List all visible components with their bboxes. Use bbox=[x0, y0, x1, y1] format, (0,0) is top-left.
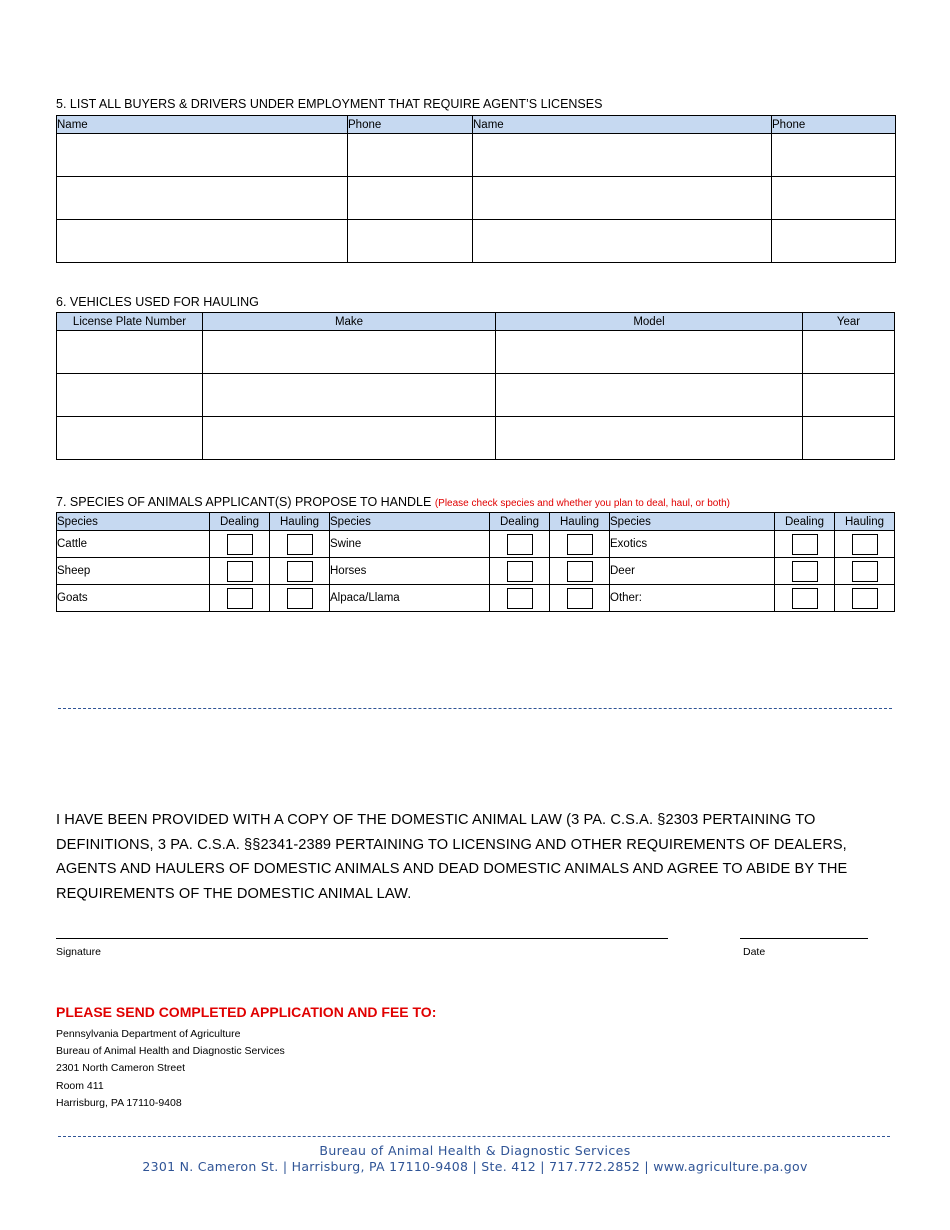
table-row bbox=[57, 417, 895, 460]
phone-field[interactable] bbox=[348, 134, 473, 177]
dealing-checkbox[interactable] bbox=[227, 588, 253, 609]
table-header-row bbox=[57, 513, 895, 531]
hauling-checkbox[interactable] bbox=[287, 561, 313, 582]
hauling-checkbox[interactable] bbox=[287, 588, 313, 609]
species-label: Exotics bbox=[610, 531, 775, 558]
address-line: Harrisburg, PA 17110-9408 bbox=[56, 1097, 182, 1109]
species-label: Swine bbox=[330, 531, 490, 558]
table-row bbox=[57, 531, 895, 558]
license-plate-field[interactable] bbox=[57, 417, 203, 460]
species-table bbox=[56, 512, 895, 612]
address-line: Bureau of Animal Health and Diagnostic Services bbox=[56, 1045, 285, 1057]
column-header: Name bbox=[473, 116, 772, 134]
species-label: Sheep bbox=[57, 558, 210, 585]
species-label: Cattle bbox=[57, 531, 210, 558]
phone-field[interactable] bbox=[772, 134, 896, 177]
dealing-checkbox[interactable] bbox=[792, 534, 818, 555]
buyers-drivers-table bbox=[56, 115, 896, 263]
model-field[interactable] bbox=[496, 331, 803, 374]
footer-contact: 2301 N. Cameron St. | Harrisburg, PA 17110-9408 | Ste. 412 | 717.772.2852 | www.agriculture.pa.gov bbox=[142, 1159, 808, 1174]
legal-statement: I HAVE BEEN PROVIDED WITH A COPY OF THE DOMESTIC ANIMAL LAW (3 PA. C.S.A. §2303 PERTAINING TO DEFINITIONS, 3 PA. C.S.A. §§2341-2389 PERTAINING TO LICENSING AND OTHER REQUIREMENTS OF DEALERS, AGENTS AND HAULERS OF DOMESTIC ANIMALS AND DEAD DOMESTIC ANIMALS AND AGREE TO ABIDE BY THE REQUIREMENTS OF THE DOMESTIC ANIMAL LAW. bbox=[56, 812, 848, 902]
hauling-checkbox[interactable] bbox=[852, 588, 878, 609]
signature-line[interactable] bbox=[56, 938, 668, 939]
address-line: Room 411 bbox=[56, 1080, 104, 1092]
license-plate-field[interactable] bbox=[57, 331, 203, 374]
section-divider bbox=[58, 708, 892, 709]
vehicles-table bbox=[56, 312, 895, 460]
column-header: Dealing bbox=[210, 513, 270, 531]
dealing-checkbox[interactable] bbox=[507, 534, 533, 555]
send-title: PLEASE SEND COMPLETED APPLICATION AND FEE TO: bbox=[56, 1004, 437, 1020]
table-row bbox=[57, 331, 895, 374]
hauling-checkbox[interactable] bbox=[852, 561, 878, 582]
name-field[interactable] bbox=[473, 134, 772, 177]
address-line: Pennsylvania Department of Agriculture bbox=[56, 1028, 241, 1040]
table-row bbox=[57, 374, 895, 417]
hauling-checkbox[interactable] bbox=[567, 561, 593, 582]
column-header: Dealing bbox=[775, 513, 835, 531]
column-header: Phone bbox=[772, 116, 896, 134]
section-6-title: 6. VEHICLES USED FOR HAULING bbox=[56, 295, 259, 309]
footer-bureau: Bureau of Animal Health & Diagnostic Services bbox=[319, 1143, 631, 1158]
date-line[interactable] bbox=[740, 938, 868, 939]
hauling-checkbox[interactable] bbox=[567, 588, 593, 609]
date-label: Date bbox=[743, 946, 766, 958]
year-field[interactable] bbox=[803, 374, 895, 417]
signature-label: Signature bbox=[56, 946, 101, 958]
make-field[interactable] bbox=[203, 374, 496, 417]
model-field[interactable] bbox=[496, 374, 803, 417]
name-field[interactable] bbox=[57, 134, 348, 177]
name-field[interactable] bbox=[473, 220, 772, 263]
species-label: Other: bbox=[610, 585, 775, 612]
species-label: Horses bbox=[330, 558, 490, 585]
model-field[interactable] bbox=[496, 417, 803, 460]
name-field[interactable] bbox=[57, 220, 348, 263]
table-row bbox=[57, 558, 895, 585]
dealing-checkbox[interactable] bbox=[507, 561, 533, 582]
phone-field[interactable] bbox=[348, 220, 473, 263]
species-label: Alpaca/Llama bbox=[330, 585, 490, 612]
column-header: Model bbox=[496, 313, 803, 331]
dealing-checkbox[interactable] bbox=[507, 588, 533, 609]
table-row bbox=[57, 134, 896, 177]
table-header-row bbox=[57, 313, 895, 331]
column-header: Name bbox=[57, 116, 348, 134]
section-7-title-text: 7. SPECIES OF ANIMALS APPLICANT(S) PROPOSE TO HANDLE bbox=[56, 495, 432, 509]
address-line: 2301 North Cameron Street bbox=[56, 1062, 185, 1074]
dealing-checkbox[interactable] bbox=[227, 534, 253, 555]
footer-divider bbox=[58, 1136, 890, 1137]
table-row bbox=[57, 585, 895, 612]
species-label: Deer bbox=[610, 558, 775, 585]
column-header: Species bbox=[330, 513, 490, 531]
column-header: Dealing bbox=[490, 513, 550, 531]
hauling-checkbox[interactable] bbox=[567, 534, 593, 555]
make-field[interactable] bbox=[203, 331, 496, 374]
hauling-checkbox[interactable] bbox=[852, 534, 878, 555]
dealing-checkbox[interactable] bbox=[792, 588, 818, 609]
year-field[interactable] bbox=[803, 417, 895, 460]
year-field[interactable] bbox=[803, 331, 895, 374]
phone-field[interactable] bbox=[772, 177, 896, 220]
phone-field[interactable] bbox=[772, 220, 896, 263]
column-header: Year bbox=[803, 313, 895, 331]
license-plate-field[interactable] bbox=[57, 374, 203, 417]
make-field[interactable] bbox=[203, 417, 496, 460]
species-label: Goats bbox=[57, 585, 210, 612]
column-header: License Plate Number bbox=[57, 313, 203, 331]
column-header: Phone bbox=[348, 116, 473, 134]
column-header: Hauling bbox=[270, 513, 330, 531]
phone-field[interactable] bbox=[348, 177, 473, 220]
name-field[interactable] bbox=[473, 177, 772, 220]
table-header-row bbox=[57, 116, 896, 134]
section-7-note: (Please check species and whether you plan to deal, haul, or both) bbox=[434, 498, 731, 509]
name-field[interactable] bbox=[57, 177, 348, 220]
table-row bbox=[57, 220, 896, 263]
column-header: Species bbox=[610, 513, 775, 531]
column-header: Hauling bbox=[835, 513, 895, 531]
hauling-checkbox[interactable] bbox=[287, 534, 313, 555]
dealing-checkbox[interactable] bbox=[227, 561, 253, 582]
table-row bbox=[57, 177, 896, 220]
section-7-title bbox=[56, 495, 730, 509]
column-header: Make bbox=[203, 313, 496, 331]
section-5-title: 5. LIST ALL BUYERS & DRIVERS UNDER EMPLOYMENT THAT REQUIRE AGENT’S LICENSES bbox=[56, 97, 603, 111]
column-header: Species bbox=[57, 513, 210, 531]
column-header: Hauling bbox=[550, 513, 610, 531]
dealing-checkbox[interactable] bbox=[792, 561, 818, 582]
